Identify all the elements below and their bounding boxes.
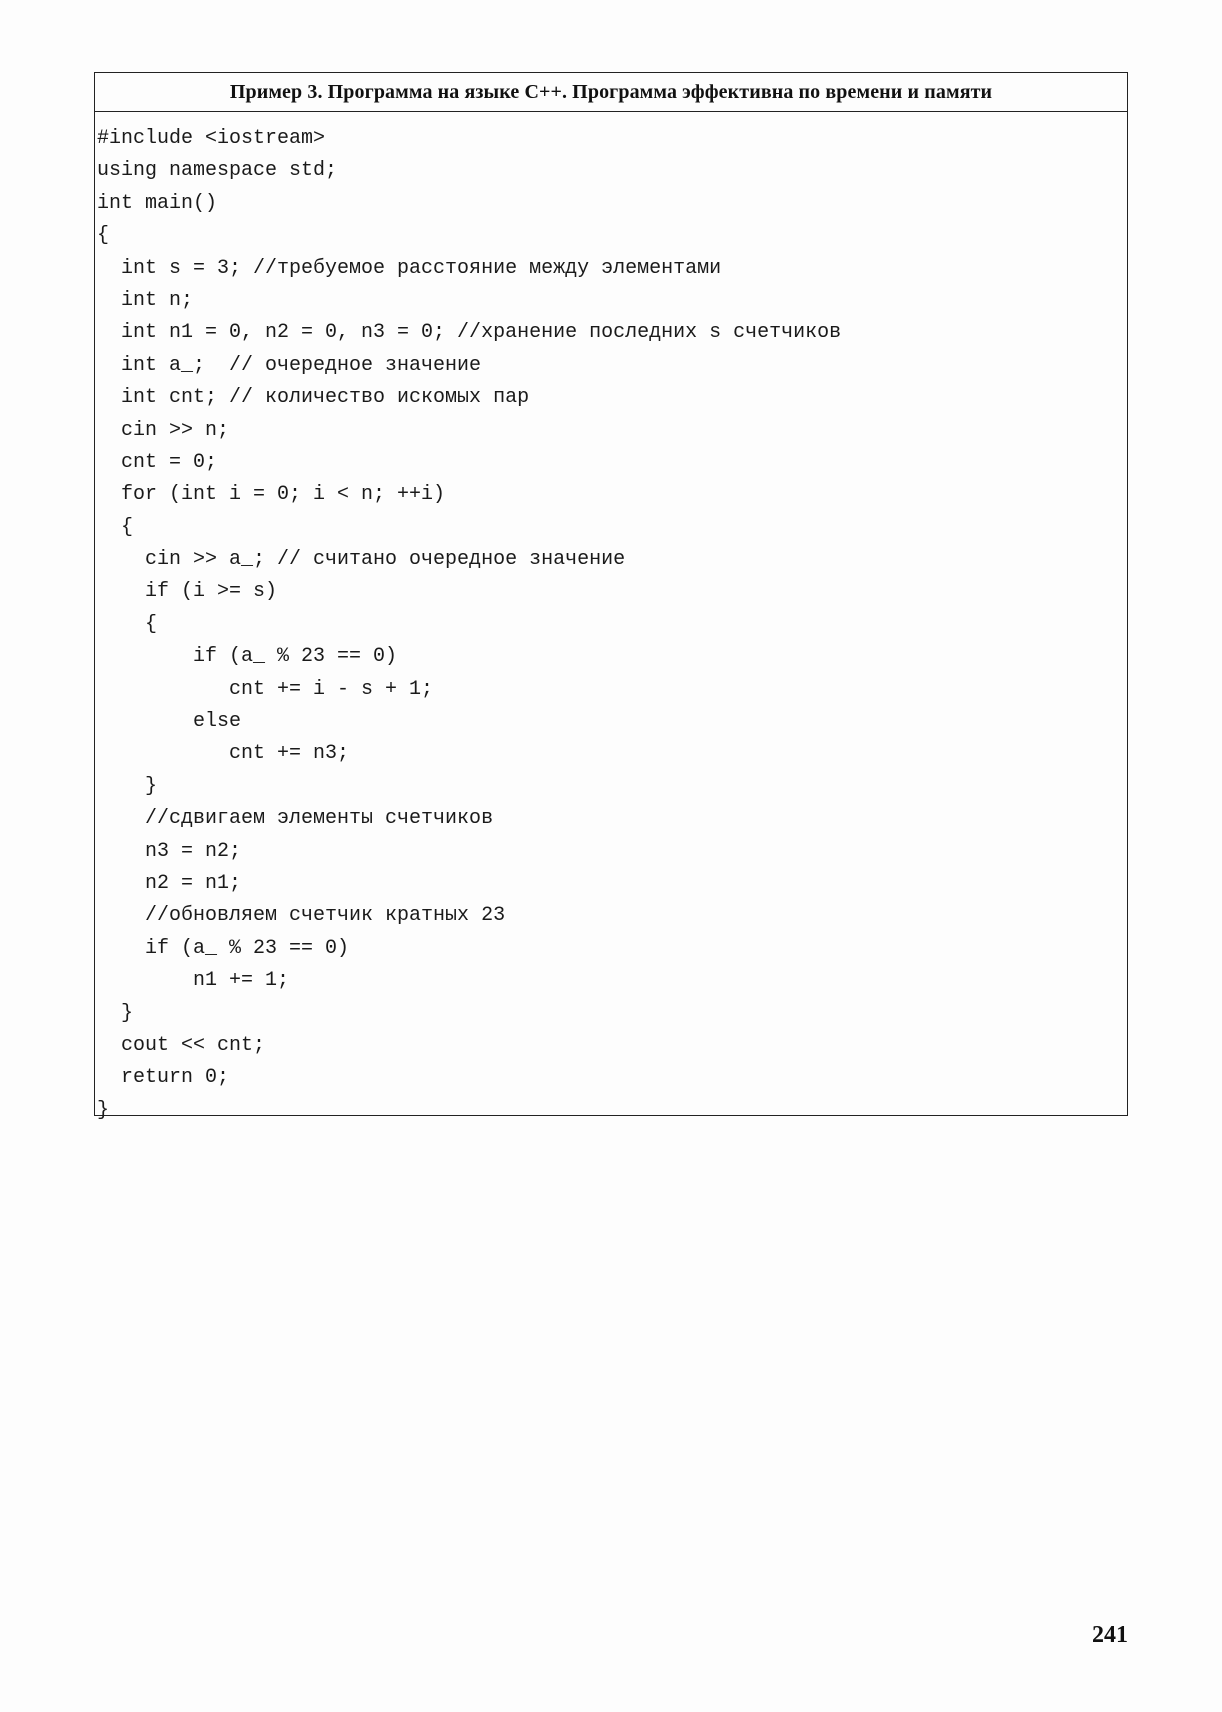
code-line: { — [97, 224, 110, 248]
code-line: #include <iostream> — [97, 127, 326, 150]
code-line: using namespace std; — [97, 159, 338, 183]
code-line: } — [97, 1001, 134, 1025]
code-line: cin >> a_; // считано очередное значение — [97, 548, 626, 572]
code-line: n1 += 1; — [97, 969, 290, 993]
code-line: if (a_ % 23 == 0) — [97, 936, 350, 960]
code-line: cnt += i - s + 1; — [97, 677, 434, 701]
code-line: int cnt; // количество искомых пар — [97, 386, 530, 410]
code-line: return 0; — [97, 1066, 230, 1090]
code-line: int main() — [97, 191, 218, 215]
code-line: n3 = n2; — [97, 839, 242, 863]
code-line: for (int i = 0; i < n; ++i) — [97, 483, 446, 507]
code-line: int n; — [97, 288, 194, 312]
code-line: { — [97, 612, 158, 636]
code-line: else — [97, 710, 242, 734]
code-line: cout << cnt; — [97, 1033, 266, 1057]
code-line: { — [97, 515, 134, 539]
code-line: //сдвигаем элементы счетчиков — [97, 807, 494, 831]
code-line: if (a_ % 23 == 0) — [97, 645, 398, 669]
code-line: n2 = n1; — [97, 871, 242, 895]
code-line: cnt += n3; — [97, 742, 350, 766]
code-block — [95, 123, 1127, 1127]
code-line: //обновляем счетчик кратных 23 — [97, 904, 506, 928]
code-line: } — [97, 774, 158, 798]
code-listing-box — [94, 72, 1128, 1122]
listing-caption: Пример 3. Программа на языке C++. Программа эффективна по времени и памяти — [95, 73, 1127, 112]
code-line: cnt = 0; — [97, 450, 218, 474]
code-line: if (i >= s) — [97, 580, 278, 604]
code-line: } — [97, 1098, 110, 1122]
code-line: cin >> n; — [97, 418, 230, 442]
code-line: int s = 3; //требуемое расстояние между элементами — [97, 256, 722, 280]
code-line: int a_; // очередное значение — [97, 353, 482, 377]
code-line: int n1 = 0, n2 = 0, n3 = 0; //хранение последних s счетчиков — [97, 321, 842, 345]
page-number: 241 — [1092, 1622, 1128, 1648]
